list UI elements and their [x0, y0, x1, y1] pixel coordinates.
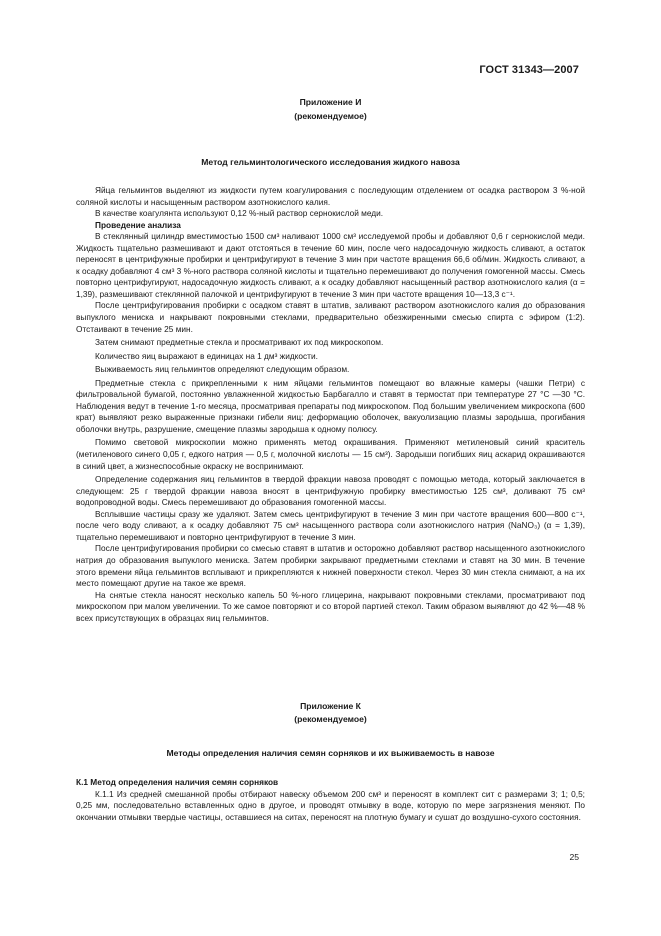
paragraph: В стеклянный цилиндр вместимостью 1500 см³ наливают 1000 см³ исследуемой пробы и добавляют 0,6 г сернокислой меди. Жидкость тщательно размешивают и дают отстояться в течение 60 мин, после чего надосадочную жидкость сливают, а остаток переносят в центрифужные пробирки и центрифугируют в течение 3 мин при частоте вращения 66,6 об/мин. Жидкость сливают, а к осадку добавляют 4 см³ 3 %-ного раствора соляной кислоты и тщательно перемешивают до получения гомогенной массы. Смесь повторно центрифугируют, надосадочную жидкость сливают, а к осадку добавляют насыщенный раствор азотнокислого калия (α = 1,39), размешивают стеклянной палочкой и центрифугируют в течение 3 мин при частоте вращения 10—13,3 с⁻¹.: [76, 231, 585, 299]
paragraph: После центрифугирования пробирки с осадком ставят в штатив, заливают раствором азотнокислого калия до образования выпуклого мениска и накрывают покровными стеклами, предварительно обезжиренными смесью спирта с эфиром (1:2). Отстаивают в течение 25 мин.: [76, 300, 585, 334]
paragraph: Выживаемость яиц гельминтов определяют следующим образом.: [95, 364, 350, 375]
appendix-i-body: [76, 185, 585, 624]
paragraph: К.1.1 Из средней смешанной пробы отбирают навеску объемом 200 см³ и переносят в комплект сит с размерами 3; 1; 0,5; 0,25 мм, последовательно вставленных одно в другое, и проводят отмывку в воде, которую по мере загрязнения меняют. По окончании отмывки твердые частицы, оставшиеся на ситах, переносят на плотную бумагу и сушат до воздушно-сухого состояния.: [76, 788, 585, 822]
appendix-k-title: Приложение К: [300, 701, 361, 711]
appendix-k-status: (рекомендуемое): [294, 714, 367, 724]
section-heading: К.1 Метод определения наличия семян сорняков: [76, 777, 279, 787]
paragraph: Затем снимают предметные стекла и просматривают их под микроскопом.: [95, 337, 384, 348]
appendix-k-body: [76, 777, 585, 823]
paragraph: Всплывшие частицы сразу же удаляют. Затем смесь центрифугируют в течение 3 мин при частоте вращения 600—800 с⁻¹, после чего воду сливают, а к осадку добавляют 75 см³ насыщенного раствора соли азотнокислого натрия (NaNO₃) (α = 1,39), тщательно перемешивают и повторно центрифугируют в течение 3 мин.: [76, 508, 585, 542]
appendix-i-title: Приложение И: [299, 97, 362, 107]
paragraph: После центрифугирования пробирки со смесью ставят в штатив и осторожно добавляют раствор насыщенного азотнокислого натрия до образования выпуклого мениска. Затем пробирки закрывают предметными стеклами и ставят на 30 мин. В течение этого времени яйца гельминтов всплывают и прикрепляются к нижней поверхности стекол. Через 30 мин стекла снимают, а на их место помещают другие на такое же время.: [76, 543, 585, 589]
appendix-i-status: (рекомендуемое): [294, 111, 367, 121]
paragraph: В качестве коагулянта используют 0,12 %-ный раствор сернокислой меди.: [95, 208, 384, 219]
paragraph: Количество яиц выражают в единицах на 1 дм³ жидкости.: [95, 350, 318, 361]
paragraph: Предметные стекла с прикрепленными к ним яйцами гельминтов помещают во влажные камеры (чашки Петри) с фильтровальной бумагой, постоянно увлажненной жидкостью Барбагалло и ставят в термостат при температуре 27 °С —30 °С. Наблюдения ведут в течение 1-го месяца, просматривая препараты под микроскопом. Под большим увеличением микроскопа (600 крат) выявляют резко выраженные признаки гибели яиц: деформацию оболочек, вакуолизацию плазмы зародыша, прогибания оболочки внутрь, разрушение, смещение плазмы зародыша к одному полюсу.: [76, 377, 585, 434]
subheading: Проведение анализа: [95, 219, 181, 230]
standard-number: ГОСТ 31343—2007: [479, 64, 579, 76]
paragraph: Помимо световой микроскопии можно применять метод окрашивания. Применяют метиленовый синий краситель (метиленового синего 0,05 г, едкого натрия — 0,5 г, молочной кислоты — 15 см³). Зародыши погибших яиц аскарид окрашиваются в синий цвет, а жизнеспособные окраску не воспринимают.: [76, 437, 585, 471]
paragraph: На снятые стекла наносят несколько капель 50 %-ного глицерина, накрывают покровными стеклами, просматривают под микроскопом при малом увеличении. То же самое повторяют и со второй партией стекол. Таким образом выявляют до 42 %—48 % всех присутствующих в образцах яиц гельминтов.: [76, 589, 585, 623]
appendix-k-heading: Методы определения наличия семян сорняков и их выживаемость в навозе: [166, 748, 495, 758]
page-number: 25: [569, 852, 579, 862]
paragraph: Яйца гельминтов выделяют из жидкости путем коагулирования с последующим отделением от осадка раствором 3 %-ной соляной кислоты и насыщенным раствором азотнокислого калия.: [76, 185, 585, 207]
paragraph: Определение содержания яиц гельминтов в твердой фракции навоза проводят с помощью метода, который заключается в следующем: 25 г твердой фракции навоза вносят в центрифужную пробирку вместимостью 125 см³, доливают 75 см³ водопроводной воды. Смесь перемешивают до образования гомогенной массы.: [76, 474, 585, 508]
appendix-i-heading: Метод гельминтологического исследования жидкого навоза: [201, 157, 460, 167]
